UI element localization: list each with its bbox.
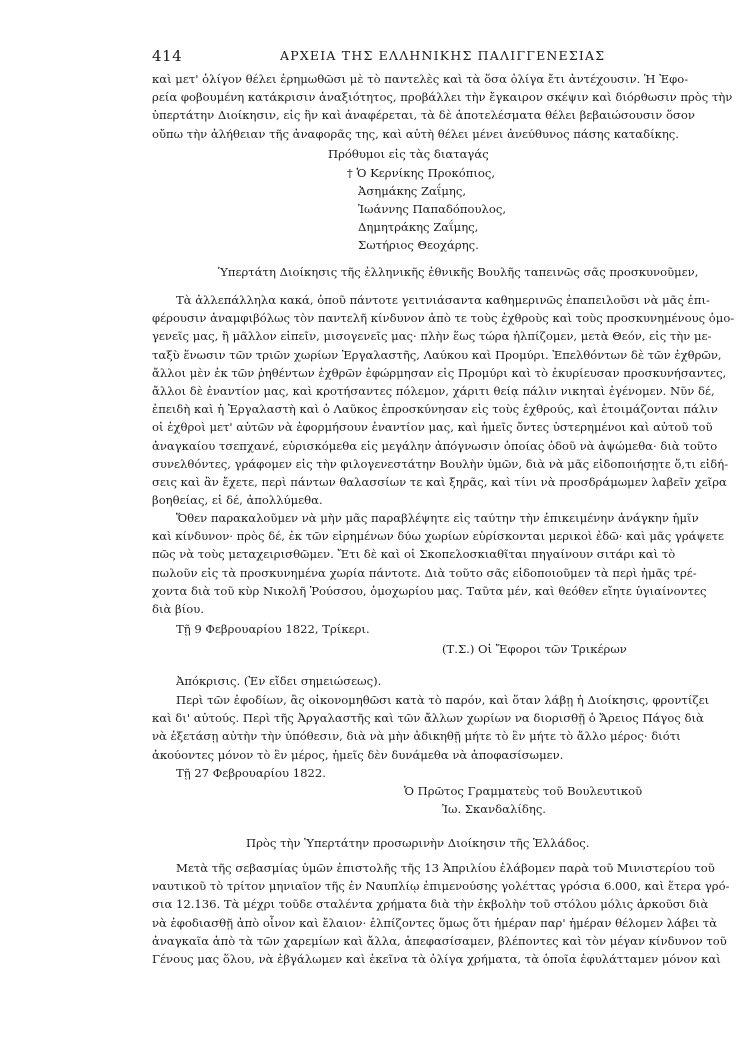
text-line: γενεῖς μας, ἢ μᾶλλον εἰπεῖν, μισογενεῖς μας· πλὴν ἕως τώρα ἠλπίζομεν, μετὰ Θεόν, εἰς τὴν με- <box>152 329 712 344</box>
text-line: ὑπερτάτην Διοίκησιν, εἰς ἣν καὶ ἀναφέρεται, τὰ δὲ ἀποτελέσματα θέλει βεβαιώσουσιν ὅσον <box>152 108 695 123</box>
text-line: πῶς νὰ τοὺς μεταχειρισθῶμεν. Ἔτι δὲ καὶ οἱ Σκοπελοσκιαθῖται πηγαίνουν σιτάρι καὶ τὸ <box>152 547 676 562</box>
text-line: καὶ μετ' ὀλίγον θέλει ἐρημωθῶσι μὲ τὸ παντελὲς καὶ τὰ ὅσα ὀλίγα ἔτι ἀντέχουσιν. Ἡ Ἐφο- <box>152 72 689 86</box>
letter1-body <box>152 70 733 143</box>
text-line: Περὶ τῶν ἐφοδίων, ἂς οἰκονομηθῶσι κατὰ τὸ παρόν, καὶ ὅταν λάβῃ ἡ Διοίκησις, φροντίζει <box>176 693 710 707</box>
text-line: βοηθείας, εἰ δέ, ἀπολλύμεθα. <box>152 493 323 508</box>
text-line: νὰ ἐφοδιασθῇ ἀπὸ οἶνον καὶ ἔλαιον· ἐλπίζοντες ὅμως ὅτι ἡμέραν παρ' ἡμέραν θέλομεν λάβει τὰ <box>152 915 718 930</box>
text-line: ἄλλοι μὲν ἐκ τῶν ῥηθέντων ἐχθρῶν ἐφώρμησαν εἰς Προμύρι καὶ τὸ ἐκυρίευσαν προσκυνήσαντες, <box>152 365 727 380</box>
text-line: φέρουσιν ἀναμφιβόλως τὸν παντελῆ κίνδυνον ἀπὸ τε τοὺς ἐχθροὺς καὶ τοὺς προσκυνημένους ὁμο- <box>152 311 735 326</box>
letter2-paragraph-2 <box>152 509 725 618</box>
letter3-address: Πρὸς τὴν Ὑπερτάτην προσωρινὴν Διοίκησιν τῆς Ἑλλάδος. <box>246 836 590 850</box>
letter3-body <box>152 859 730 968</box>
reply-body <box>152 691 710 764</box>
text-line: καὶ κίνδυνον· πρὸς δέ, ἐκ τῶν εἰρημένων δύω χωρίων εὑρίσκονται μερικοὶ ἐδῶ· καὶ μᾶς γράψετε <box>152 529 725 544</box>
text-line: ἐπειδὴ καὶ ἡ Ἐργαλαστὴ καὶ ὁ Λαῦκος ἐπροσκύνησαν εἰς τοὺς ἐχθρούς, καὶ ἑτοιμάζονται πάλιν <box>152 402 718 417</box>
text-line: συνελθόντες, γράφομεν εἰς τὴν φιλογενεστάτην Βουλὴν ὑμῶν, διὰ νὰ μᾶς εἰδοποιήσῃτε ὅ,τι εἰδή- <box>152 456 729 471</box>
running-title: ΑΡΧΕΙΑ ΤΗΣ ΕΛΛΗΝΙΚΗΣ ΠΑΛΙΓΓΕΝΕΣΙΑΣ <box>280 48 606 63</box>
letter2-salutation: Ὑπερτάτη Διοίκησις τῆς ἑλληνικῆς ἐθνικῆς Βουλῆς ταπεινῶς σᾶς προσκυνοῦμεν, <box>218 265 699 279</box>
page-header <box>152 47 672 67</box>
text-line: Τὰ ἀλλεπάλληλα κακά, ὁποῦ πάντοτε γειτνιάσαντα καθημερινῶς ἐπαπειλοῦσι νὰ μᾶς ἐπι- <box>176 293 710 307</box>
page-number: 414 <box>152 47 183 65</box>
signatory: Σωτήριος Θεοχάρης. <box>358 238 479 252</box>
reply-signer-name: Ἰω. Σκανδαλίδης. <box>442 802 546 816</box>
text-line: χοντα διὰ τοῦ κὺρ Νικολῆ Ῥούσσου, ὁμοχωρίου μας. Ταῦτα μέν, καὶ θεόθεν εἴητε ὑγιαίνοντες <box>152 583 707 598</box>
reply-date: Τῇ 27 Φεβρουαρίου 1822. <box>176 766 326 780</box>
signatory: † Ὁ Κερνίκης Προκόπιος, <box>347 166 496 180</box>
text-line: ἀκούοντες μόνον τὸ ἓν μέρος, ἡμεῖς δὲν δυνάμεθα νὰ ἀποφασίσωμεν. <box>152 747 564 762</box>
signatory: Ἰωάννης Παπαδόπουλος, <box>358 202 507 216</box>
text-line: ρεία φοβουμένη κατάκρισιν ἀναξιότητος, προβάλλει τὴν ἔγκαιρον σκέψιν καὶ διόρθωσιν πρὸς τὴν <box>152 90 733 105</box>
text-line: ναυτικοῦ τὸ τρίτον μηνιαῖον τῆς ἐν Ναυπλίῳ ἐπιμενούσης γολέττας γρόσια 6.000, καὶ ἕτερα γρό- <box>152 879 730 894</box>
text-line: ἀναγκαῖα ἀπὸ τὰ τῶν χαρεμίων καὶ ἄλλα, ἀπεφασίσαμεν, βλέποντες καὶ τὸν μέγαν κίνδυνον τοῦ <box>152 933 727 948</box>
letter2-signature: (Τ.Σ.) Οἱ Ἔφοροι τῶν Τρικέρων <box>442 642 627 656</box>
text-line: νὰ ἐξετάσῃ αὐτὴν τὴν ὑπόθεσιν, διὰ νὰ μὴν ἀδικηθῇ μήτε τὸ ἓν μήτε τὸ ἄλλο μέρος· διότι <box>152 729 681 744</box>
text-line: σια 12.136. Τὰ μέχρι τοῦδε σταλέντα χρήματα διὰ τὴν ἐκβολὴν τοῦ στόλου μόλις ἀρκοῦσι διὰ <box>152 897 709 912</box>
text-line: Γένους μας ὅλου, νὰ ἐβγάλωμεν καὶ ἐκεῖνα τὰ ὀλίγα χρήματα, τὰ ὁποῖα ἐφυλάτταμεν μόνον καὶ <box>152 952 721 967</box>
text-line: ἄλλοι δὲ ἐναντίον μας, καὶ κροτήσαντες πόλεμον, χάριτι θείᾳ πάλιν νικηταὶ ἐγένομεν. Νῦν δέ, <box>152 384 715 399</box>
text-line: Μετὰ τῆς σεβασμίας ὑμῶν ἐπιστολῆς τῆς 13 Ἀπριλίου ἐλάβομεν παρὰ τοῦ Μινιστερίου τοῦ <box>176 861 715 875</box>
text-line: καὶ δι' αὐτούς. Περὶ τῆς Ἀργαλαστῆς καὶ τῶν ἄλλων χωρίων να διορισθῇ ὁ Ἄρειος Πάγος διὰ <box>152 711 704 726</box>
letter2-paragraph-1 <box>152 291 735 509</box>
text-line: ἀναγκαίου τσεπχανέ, εὑρισκόμεθα εἰς μεγάλην ἀπόγνωσιν ὁποίας ὁδοῦ νὰ ἀψώμεθα· διὰ τοῦτο <box>152 438 718 453</box>
text-line: οἱ ἐχθροὶ μετ' αὐτῶν νὰ ἐφορμήσουν ἐναντίον μας, καὶ ἡμεῖς ὄντες ὑστερημένοι καὶ αὐτοῦ τοῦ <box>152 420 713 435</box>
text-line: σεις καὶ ἂν ἔχετε, περὶ πάντων θαλασσίων τε καὶ ξηρᾶς, καὶ τίνι νὰ προσδράμωμεν λαβεῖν χεῖρα <box>152 475 727 490</box>
letter2-date: Τῇ 9 Φεβρουαρίου 1822, Τρίκερι. <box>176 622 370 636</box>
letter1-closing: Πρόθυμοι εἰς τὰς διαταγάς <box>328 147 489 161</box>
text-line: Ὅθεν παρακαλοῦμεν νὰ μὴν μᾶς παραβλέψητε εἰς ταύτην τὴν ἐπικειμένην ἀνάγκην ἡμῖν <box>176 511 699 525</box>
text-line: πωλοῦν εἰς τὰ προσκυνημένα χωρία πάντοτε. Διὰ τοῦτο σᾶς εἰδοποιοῦμεν τὰ περὶ ἡμᾶς τρέ- <box>152 565 697 580</box>
signatory: Ἀσημάκης Ζαΐμης, <box>358 184 467 198</box>
reply-signer-title: Ὁ Πρῶτος Γραμματεὺς τοῦ Βουλευτικοῦ <box>404 784 643 798</box>
reply-heading: Ἀπόκρισις. (Ἐν εἴδει σημειώσεως). <box>176 674 382 688</box>
text-line: διὰ βίου. <box>152 602 205 617</box>
text-line: ταξὺ ἕνωσιν τῶν τριῶν χωρίων Ἐργαλαστῆς, Λαύκου καὶ Προμύρι. Ἐπελθόντων δὲ τῶν ἐχθρῶν, <box>152 347 722 362</box>
signatory: Δημητράκης Ζαΐμης, <box>358 220 479 234</box>
text-line: οὔπω τὴν ἀλήθειαν τῆς ἀναφορᾶς της, καὶ αὐτὴ θέλει μένει ἀνεύθυνος πάσης καταδίκης. <box>152 126 679 141</box>
